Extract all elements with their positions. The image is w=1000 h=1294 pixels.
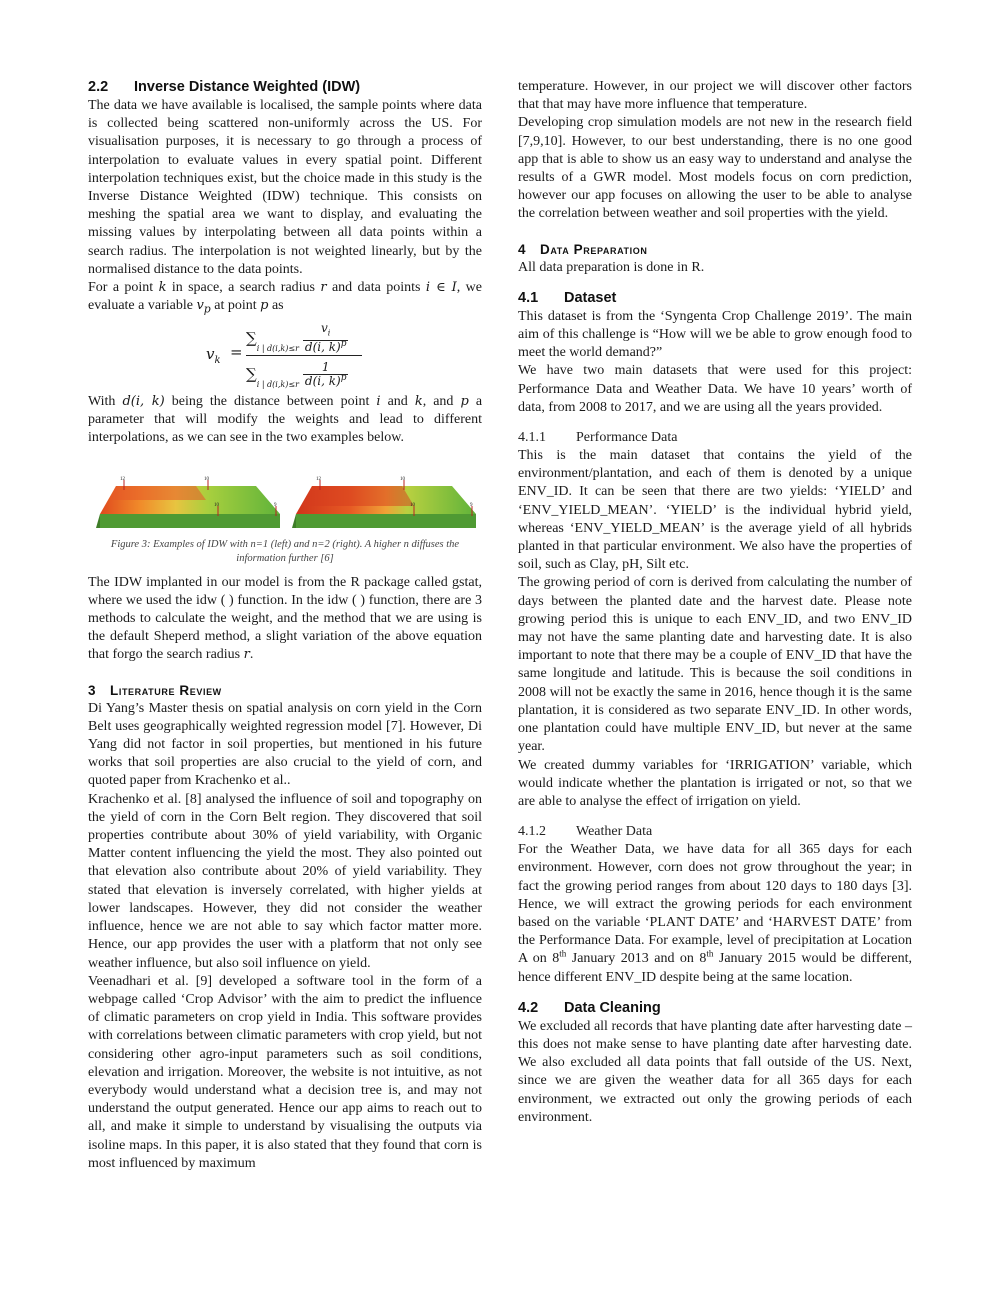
subsection-number: 4.1.2 <box>518 824 546 840</box>
equation-fraction <box>246 323 362 389</box>
section-number: 4.2 <box>518 999 539 1016</box>
idw-equation <box>88 321 482 389</box>
subsection-title: Weather Data <box>576 824 653 840</box>
idw-n1-surface-image <box>96 476 284 532</box>
data-label: 10 <box>214 502 219 508</box>
performance-paragraph-1: This is the main dataset that contains the yield of the environment/plantation, and each of them is denoted by a unique ENV_ID. It can be seen that there are two yields: ‘YIELD’ and ‘ENV_YIELD_MEAN’. ‘YIELD’ is the individual hybrid yield, whereas ‘ENV_YIELD_MEAN’ is the average yield of all hybrids planted in that particular environment. We also have the properties of soil, such as Clay, pH, Silt etc. <box>518 448 912 573</box>
data-prep-paragraph: All data preparation is done in R. <box>518 259 705 275</box>
idw-paragraph-3: With d(i, k) being the distance between point i and k, and p a parameter that will modify the weights and lead to different interpolations, as we can see in the two examples below. <box>88 394 483 446</box>
section-title: Inverse Distance Weighted (IDW) <box>134 79 361 95</box>
equation-lhs: $v_k$ <box>206 345 221 367</box>
dataset-paragraph-2: We have two main datasets that were used for this project: Performance Data and Weather Data. We have 10 years’ worth of data, from 2008 to 2017, and we are using all the years provided. <box>518 363 912 415</box>
section-title: Data Preparation <box>540 241 648 257</box>
idw-paragraph-4: The IDW implanted in our model is from the R package called gstat, where we used the idw ( ) function. In the idw ( ) function, there are 3 methods to calculate the weight, and the method that we are using is the default Sheperd method, a slight variation of the above equation that forgo the search radius r. <box>88 574 482 663</box>
data-label: 12 <box>316 476 321 482</box>
data-label: 10 <box>410 502 415 508</box>
equation-numerator: ∑ i | d(i,k)≤r $\frac{v_i}{d(i, k)^p}$ <box>246 321 347 354</box>
left-column <box>88 78 482 1173</box>
data-label: 9 <box>274 502 277 508</box>
data-cleaning-paragraph: We excluded all records that have planting date after harvesting date – this does not make sense to have planting date after harvesting date. We also excluded all data points that fall outside of the US. Next, since we are given the weather data for all 365 days for each environment, we extracted out only the growing periods of each environment. <box>518 1018 912 1125</box>
figure-caption: Figure 3: Examples of IDW with n=1 (left) and n=2 (right). A higher n diffuses the information further [6] <box>110 538 460 564</box>
data-label: 12 <box>120 476 125 482</box>
section-title: Data Cleaning <box>564 999 661 1016</box>
data-label: 10 <box>400 476 405 482</box>
data-label: 9 <box>470 502 473 508</box>
section-title: Literature Review <box>110 682 222 698</box>
subsection-heading-4-1-1 <box>518 429 912 447</box>
section-heading-3 <box>88 681 482 700</box>
idw-n2-surface-image <box>292 476 480 532</box>
literature-paragraph-3: Veenadhari et al. [9] developed a software tool in the form of a webpage called ‘Crop Advisor’ with the aim to predict the influence of climatic parameters on crop yield in India. This software provides with correlations between climatic parameters with crop yield, but not considering other agro-input parameters such as soil conditions, elevation and irrigation. Moreover, the website is not intuitive, as not everybody would understand what a decision tree is, and may not understand the output generated. Hence our app aims to reach out to all, and make it simple to understand by visualising the outputs via isoline maps. In this paper, it is also stated that they found that corn is most influenced by maximum <box>88 973 482 1171</box>
section-heading-4 <box>518 240 912 259</box>
subsection-title: Performance Data <box>576 430 678 446</box>
idw-paragraph-2: For a point k in space, a search radius r and data points i ∈ I, we evaluate a variable $v_p$ at point p as <box>88 280 482 316</box>
section-heading-4-1 <box>518 289 912 308</box>
subsection-heading-4-1-2 <box>518 823 912 841</box>
equals-sign: = <box>230 343 243 362</box>
figure-3 <box>88 476 482 574</box>
literature-paragraph-4: Developing crop simulation models are not new in the research field [7,9,10]. However, to our best understanding, there is no one good app that is able to show us an easy way to understand and analyse the results of a GWR model. Most models focus on corn prediction, however our app focuses on allowing the user to be able to analyse the correlation between weather and soil properties with the yield. <box>518 115 912 222</box>
section-number: 3 <box>88 682 97 698</box>
data-label: 10 <box>204 476 209 482</box>
performance-paragraph-3: We created dummy variables for ‘IRRIGATION’ variable, which would indicate whether the plantation is irrigated or not, so that we are able to analyse the effect of irrigation on yield. <box>518 757 912 809</box>
literature-paragraph-2: Krachenko et al. [8] analysed the influence of soil and topography on the yield of corn in the Corn Belt region. They discovered that soil properties contribute about 30% of yield variability, with Organic Matter content influencing the yield the most. They also pointed out that elevation also contribute about 20% of yield variability. They stated that elevation is inversely correlated, with higher yields at lower landscapes. However, they did not consider the weather influence, hence we are not able to say which factor matter more. Hence, our app provides the user with a platform that not only see weather influence, but also soil influence on yield. <box>88 791 482 971</box>
section-number: 4.1 <box>518 289 539 306</box>
section-title: Dataset <box>564 289 617 306</box>
weather-paragraph: For the Weather Data, we have data for all 365 days for each environment. However, corn does not grow throughout the year; in fact the growing period ranges from about 120 days to 180 days [3]. Hence, we will extract the growing periods for each environment based on the variable ‘PLANT DATE’ and ‘HARVEST DATE’ from the Performance Data. For example, level of precipitation at Location A on 8th January 2013 and on 8th January 2015 would be different, hence different ENV_ID despite being at the same location. <box>518 842 912 985</box>
fraction-bar <box>246 355 362 356</box>
section-heading-2-2 <box>88 78 482 97</box>
equation-denominator: ∑ i | d(i,k)≤r $\frac{1}{d(i, k)^p}$ <box>246 359 347 390</box>
section-number: 2.2 <box>88 79 109 95</box>
idw-paragraph-1: The data we have available is localised, the sample points where data is collected being scattered non-uniformly across the US. For visualisation purposes, it is necessary to go through a process of interpolation to evaluate values in every spatial point. Different interpolation techniques exist, but the choice made in this study is the Inverse Distance Weighted (IDW) technique. This consists on meshing the spatial area we want to display, and evaluating the missing values by interpolating between all data points within a search radius. The interpolation is not weighted linearly, but by the normalised distance to the data points. <box>88 98 482 277</box>
section-heading-4-2 <box>518 999 912 1018</box>
literature-continued-paragraph: temperature. However, in our project we will discover other factors that that may have more influence that temperature. <box>518 79 912 113</box>
dataset-paragraph-1: This dataset is from the ‘Syngenta Crop Challenge 2019’. The main aim of this challenge is “How will we be able to grow enough food to meet the world demand?” <box>518 308 912 361</box>
right-column <box>518 78 912 1127</box>
literature-paragraph-1: Di Yang’s Master thesis on spatial analysis on corn yield in the Corn Belt uses geographically weighted regression model [7]. However, Di Yang did not factor in soil properties, but mentioned in his future works that soil properties are also crucial to the yield of corn, and quoted paper from Krachenko et al.. <box>88 700 482 789</box>
subsection-number: 4.1.1 <box>518 430 546 446</box>
section-number: 4 <box>518 241 527 257</box>
performance-paragraph-2: The growing period of corn is derived from calculating the number of days between the planted date and the harvest date. Please note growing period this is unique to each ENV_ID, and two ENV_ID may not have the same planting date and harvesting date. It is also important to note that there may be a couple of ENV_ID that have the same longitude and latitude. This is because the soil conditions in 2008 will not be exactly the same in 2016, hence though it is the same plantation, it is considered as two separate ENV_ID. In other words, one plantation could have multiple ENV_ID, but never at the same year. <box>518 575 912 755</box>
